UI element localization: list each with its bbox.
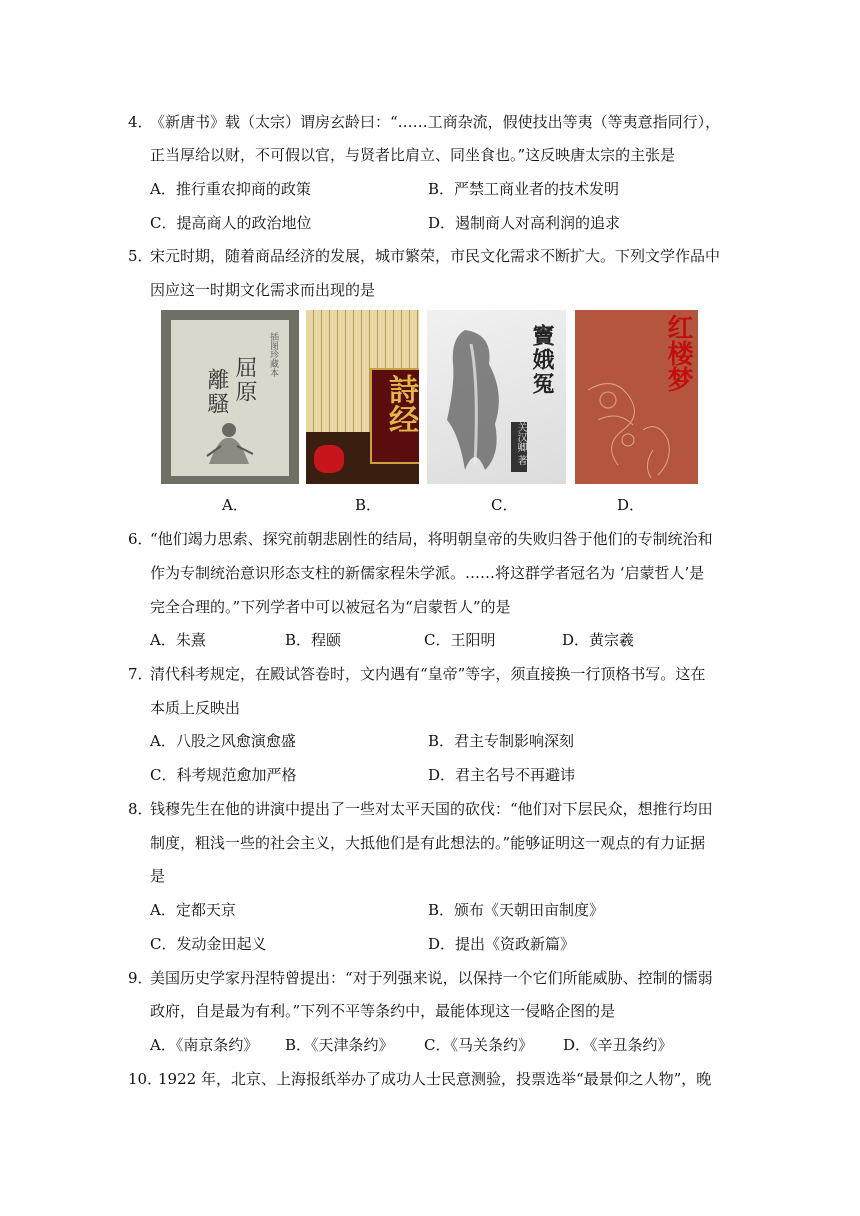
q6-option-b: B．程颐 xyxy=(285,631,342,649)
q8-stem-line1: 钱穆先生在他的讲演中提出了一些对太平天国的砍伐：“他们对下层民众，想推行均田 xyxy=(150,800,713,818)
q6-option-a: A．朱熹 xyxy=(150,631,206,649)
q5-stem-line2: 因应这一时期文化需求而出现的是 xyxy=(150,281,376,299)
cover-a-figure-illustration xyxy=(199,416,259,468)
caption-a: A． xyxy=(222,496,248,514)
q7-option-a: A．八股之风愈演愈盛 xyxy=(150,732,296,750)
q7-option-c: C．科考规范愈加严格 xyxy=(150,766,297,784)
q7-option-b: B．君主专制影响深刻 xyxy=(428,732,575,750)
q9-option-c: C．《马关条约》 xyxy=(424,1036,533,1054)
q4-option-b: B．严禁工商业者的技术发明 xyxy=(428,180,620,198)
book-cover-dou-e-yuan xyxy=(427,310,566,484)
q8-option-b: B．颁布《天朝田亩制度》 xyxy=(428,901,605,919)
q4-stem-line1: 《新唐书》载（太宗）谓房玄龄曰：“……工商杂流，假使技出等夷（等夷意指同行）， xyxy=(150,113,721,131)
cover-b-title: 詩经 xyxy=(383,374,418,434)
q6-option-d: D．黄宗羲 xyxy=(562,631,635,649)
cover-b-title-plaque xyxy=(370,368,419,464)
caption-d: D． xyxy=(617,496,645,514)
q8-option-d: D．提出《资政新篇》 xyxy=(428,935,576,953)
q8-stem-line2: 制度，粗浅一些的社会主义，大抵他们是有此想法的。”能够证明这一观点的有力证据 xyxy=(150,834,706,852)
caption-c: C． xyxy=(491,496,518,514)
q8-option-c: C．发动金田起义 xyxy=(150,935,267,953)
q5-number: 5． xyxy=(128,247,153,265)
cover-c-author: 关汉卿 著 xyxy=(515,422,526,466)
cover-c-author-box xyxy=(511,422,527,472)
q8-stem-line3: 是 xyxy=(150,867,166,885)
cover-a-title-2: 離騷 xyxy=(204,368,229,416)
q4-stem-line2: 正当厚给以财，不可假以官，与贤者比肩立、同坐食也。”这反映唐太宗的主张是 xyxy=(150,146,676,164)
q6-stem-line3: 完全合理的。”下列学者中可以被冠名为“启蒙哲人”的是 xyxy=(150,598,511,616)
cover-d-title: 红楼梦 xyxy=(663,314,693,392)
q4-option-d: D．遏制商人对高利润的追求 xyxy=(428,214,621,232)
q5-stem-line1: 宋元时期，随着商品经济的发展，城市繁荣，市民文化需求不断扩大。下列文学作品中 xyxy=(150,247,721,265)
q9-stem-line1: 美国历史学家丹涅特曾提出：“对于列强来说，以保持一个它们所能威胁、控制的懦弱 xyxy=(150,969,713,987)
red-seal-icon xyxy=(314,445,344,473)
q4-option-a: A．推行重农抑商的政策 xyxy=(150,180,311,198)
q7-number: 7． xyxy=(128,665,153,683)
q9-number: 9． xyxy=(128,969,153,987)
q6-stem-line2: 作为专制统治意识形态支柱的新儒家程朱学派。……将这群学者冠名为 ‘启蒙哲人’是 xyxy=(150,564,705,582)
q6-option-c: C．王阳明 xyxy=(424,631,496,649)
q6-number: 6． xyxy=(128,530,153,548)
q8-option-a: A．定都天京 xyxy=(150,901,236,919)
caption-b: B． xyxy=(355,496,382,514)
q10-stem-line1: 1922 年，北京、上海报纸举办了成功人士民意测验，投票选举“最景仰之人物”，晚 xyxy=(158,1070,712,1088)
q7-option-d: D．君主名号不再避讳 xyxy=(428,766,576,784)
q9-stem-line2: 政府，自是最为有利。”下列不平等条约中，最能体现这一侵略企图的是 xyxy=(150,1002,616,1020)
q4-option-c: C．提高商人的政治地位 xyxy=(150,214,312,232)
book-cover-hongloumeng xyxy=(575,310,698,484)
q6-stem-line1: “他们竭力思索、探究前朝悲剧性的结局，将明朝皇帝的失败归咎于他们的专制统治和 xyxy=(150,530,713,548)
q4-number: 4． xyxy=(128,113,153,131)
q7-stem-line1: 清代科考规定，在殿试答卷时，文内遇有“皇帝”等字，须直接换一行顶格书写。这在 xyxy=(150,665,706,683)
cover-c-ink-painting xyxy=(435,324,515,474)
cover-a-title-1: 屈原 xyxy=(232,356,257,404)
q8-number: 8． xyxy=(128,800,153,818)
q10-number: 10． xyxy=(128,1070,163,1088)
q9-option-d: D．《辛丑条约》 xyxy=(563,1036,673,1054)
book-cover-shijing xyxy=(306,310,419,484)
q9-option-a: A．《南京条约》 xyxy=(150,1036,259,1054)
q9-option-b: B．《天津条约》 xyxy=(285,1036,394,1054)
book-cover-lisao xyxy=(161,310,299,484)
cover-a-small-text: 插图珍藏本 xyxy=(268,332,278,377)
q7-stem-line2: 本质上反映出 xyxy=(150,699,241,717)
cover-c-title: 竇娥冤 xyxy=(529,324,555,396)
